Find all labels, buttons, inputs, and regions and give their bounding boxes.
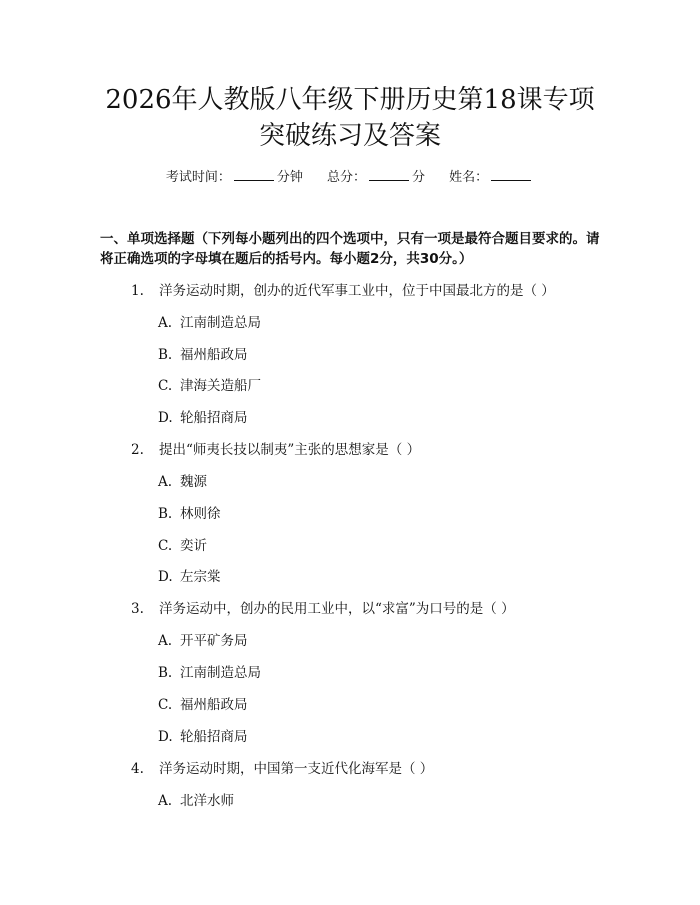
section-heading: 一、单项选择题（下列每小题列出的四个选项中，只有一项是最符合题目要求的。请将正确选项的字母填在题后的括号内。每小题2分，共30分。） (100, 231, 600, 267)
option-text: 江南制造总局 (180, 665, 261, 681)
option-letter: C. (158, 378, 173, 394)
option-text: 林则徐 (180, 506, 221, 522)
option-letter: A. (158, 793, 173, 809)
option-letter: D. (158, 729, 173, 745)
option-text: 魏源 (180, 474, 207, 490)
exam-time-blank[interactable] (234, 168, 274, 181)
option-text: 轮船招商局 (180, 729, 248, 745)
option-text: 左宗棠 (180, 569, 221, 585)
question-text: 洋务运动时期，中国第一支近代化海军是（ ） (159, 761, 434, 777)
question-3-option-d[interactable] (158, 727, 248, 747)
question-text: 洋务运动中，创办的民用工业中，以“求富”为口号的是（ ） (159, 601, 515, 617)
exam-time-field (166, 168, 303, 187)
question-4-option-a[interactable] (158, 791, 234, 811)
question-2-option-c[interactable] (158, 536, 207, 556)
question-1-option-c[interactable] (158, 376, 261, 396)
question-1-option-b[interactable] (158, 345, 248, 365)
option-letter: C. (158, 697, 173, 713)
option-letter: D. (158, 569, 173, 585)
option-text: 北洋水师 (180, 793, 234, 809)
question-number: 2. (131, 442, 144, 458)
question-3-option-c[interactable] (158, 695, 248, 715)
question-text: 提出“师夷长技以制夷”主张的思想家是（ ） (159, 442, 421, 458)
option-text: 福州船政局 (180, 697, 248, 713)
question-1 (131, 281, 555, 301)
document-title-line2: 突破练习及答案 (258, 121, 441, 151)
student-name-field (449, 168, 534, 187)
option-letter: C. (158, 538, 173, 554)
option-letter: A. (158, 633, 173, 649)
question-number: 3. (131, 601, 144, 617)
question-2-option-b[interactable] (158, 504, 221, 524)
total-score-unit: 分 (412, 170, 426, 185)
question-number: 1. (131, 283, 144, 299)
exam-meta-line (0, 168, 700, 187)
total-score-field (327, 168, 425, 187)
question-4 (131, 759, 433, 779)
option-letter: B. (158, 665, 173, 681)
student-name-label: 姓名： (449, 170, 489, 185)
option-letter: A. (158, 474, 173, 490)
option-letter: D. (158, 410, 173, 426)
exam-time-label: 考试时间： (165, 170, 231, 185)
option-text: 开平矿务局 (180, 633, 248, 649)
option-letter: B. (158, 506, 173, 522)
option-text: 福州船政局 (180, 347, 248, 363)
option-letter: B. (158, 347, 173, 363)
question-1-option-a[interactable] (158, 313, 261, 333)
question-text: 洋务运动时期，创办的近代军事工业中，位于中国最北方的是（ ） (159, 283, 555, 299)
option-text: 奕䜣 (180, 538, 207, 554)
question-3 (131, 599, 515, 619)
question-number: 4. (131, 761, 144, 777)
question-2 (131, 440, 420, 460)
question-3-option-a[interactable] (158, 631, 248, 651)
option-text: 津海关造船厂 (180, 378, 261, 394)
question-3-option-b[interactable] (158, 663, 261, 683)
document-title-line1: 2026年人教版八年级下册历史第18课专项 (105, 85, 595, 115)
student-name-blank[interactable] (491, 168, 531, 181)
total-score-label: 总分： (326, 170, 366, 185)
total-score-blank[interactable] (369, 168, 409, 181)
option-text: 江南制造总局 (180, 315, 261, 331)
question-1-option-d[interactable] (158, 408, 248, 428)
option-letter: A. (158, 315, 173, 331)
option-text: 轮船招商局 (180, 410, 248, 426)
exam-time-unit: 分钟 (276, 170, 303, 185)
question-2-option-d[interactable] (158, 567, 221, 587)
question-2-option-a[interactable] (158, 472, 207, 492)
